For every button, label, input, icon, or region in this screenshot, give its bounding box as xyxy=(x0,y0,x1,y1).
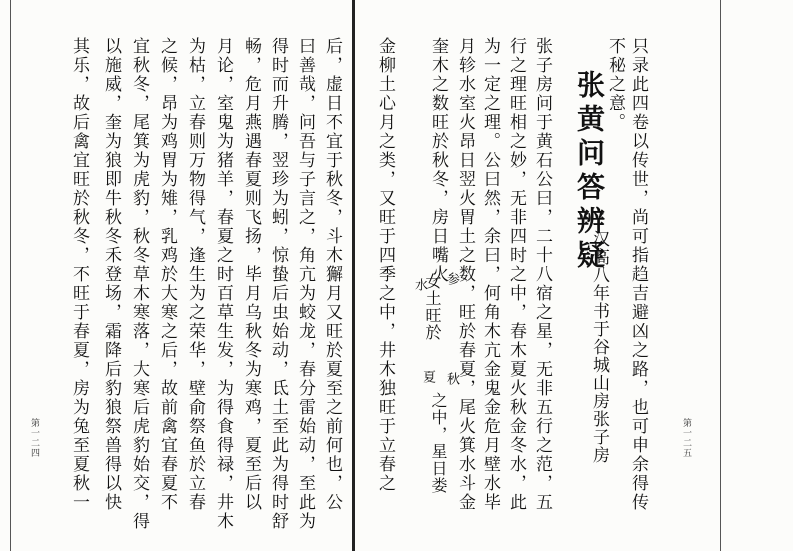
text-column: 不秘之意。 xyxy=(605,37,625,132)
left-page-edge xyxy=(10,0,11,551)
annotation-text: 之中，星日娄 xyxy=(429,392,448,494)
text-column: 畅，危月燕遇春夏则飞扬，毕月乌秋冬为寒鸡，夏至后以 xyxy=(241,37,261,512)
text-column: 以施威，奎为狼即牛秋冬禾登场，霜降后豹狼祭兽得以快 xyxy=(101,37,121,512)
text-column: 后，虚日不宜于秋冬，斗木獬月又旺於夏至之前何也，公 xyxy=(322,37,342,512)
text-column: 月论，室鬼为猪羊，春夏之时百草生发，为得食得禄，井木 xyxy=(213,37,233,531)
book-spine xyxy=(352,0,355,551)
text-column: 得时而升腾，翌珍为蚓，惊蛰后虫始动，氐土至此为得时舒 xyxy=(268,37,288,531)
text-column: 曰善哉，问吾与子言之，角亢为蛟龙，春分雷始动，至此为 xyxy=(295,37,315,531)
text-column: 为枯，立春则万物得气，逢生为之荣华，壁俞祭鱼於立春 xyxy=(185,37,205,512)
text-column: 行之理旺相之妙，无非四时之中，春木夏火秋金冬水，此 xyxy=(506,37,526,512)
text-column: 奎木之数旺於秋冬，房日嘴火 xyxy=(428,37,448,284)
text-column: 张子房问于黄石公曰，二十八宿之星，无非五行之范，五 xyxy=(532,37,552,512)
text-column: 月轸水室火昂日翌火胃土之数，旺於春夏，尾火箕水斗金 xyxy=(455,37,475,512)
text-column: 其乐，故后禽宜旺於秋冬，不旺于春夏，房为兔至夏秋一 xyxy=(69,37,89,512)
text-column: 为一定之理。公曰然，余曰，何角木亢金鬼金危月壁水毕 xyxy=(480,37,500,512)
text-column: 宜秋冬，尾箕为虎豹，秋冬草木寒落，大寒后虎豹始交，得 xyxy=(129,37,149,531)
section-note: 汉高八年书于谷城山房张子房 xyxy=(589,230,609,464)
section-title: 张黄问答辨疑 xyxy=(573,70,606,274)
right-page-edge xyxy=(720,0,721,551)
annotation-label: 水 xyxy=(412,278,427,293)
annotation-label: 夏 xyxy=(420,370,435,385)
text-column: 金柳土心月之类，又旺于四季之中，井木独旺于立春之 xyxy=(375,37,395,493)
text-column: 只录此四卷以传世，尚可指趋吉避凶之路，也可申余得传 xyxy=(628,37,648,512)
annotation-label: 秋 xyxy=(444,372,459,387)
right-page-number: 第一二五 xyxy=(681,418,691,458)
annotation-text: 女土旺於 xyxy=(423,273,442,341)
annotation-label: 参 xyxy=(444,272,459,287)
text-column: 之候，昂为鸡胃为雉，乳鸡於大寒之后，故前禽宜春夏不 xyxy=(157,37,177,512)
left-page-number: 第一二四 xyxy=(29,418,39,458)
